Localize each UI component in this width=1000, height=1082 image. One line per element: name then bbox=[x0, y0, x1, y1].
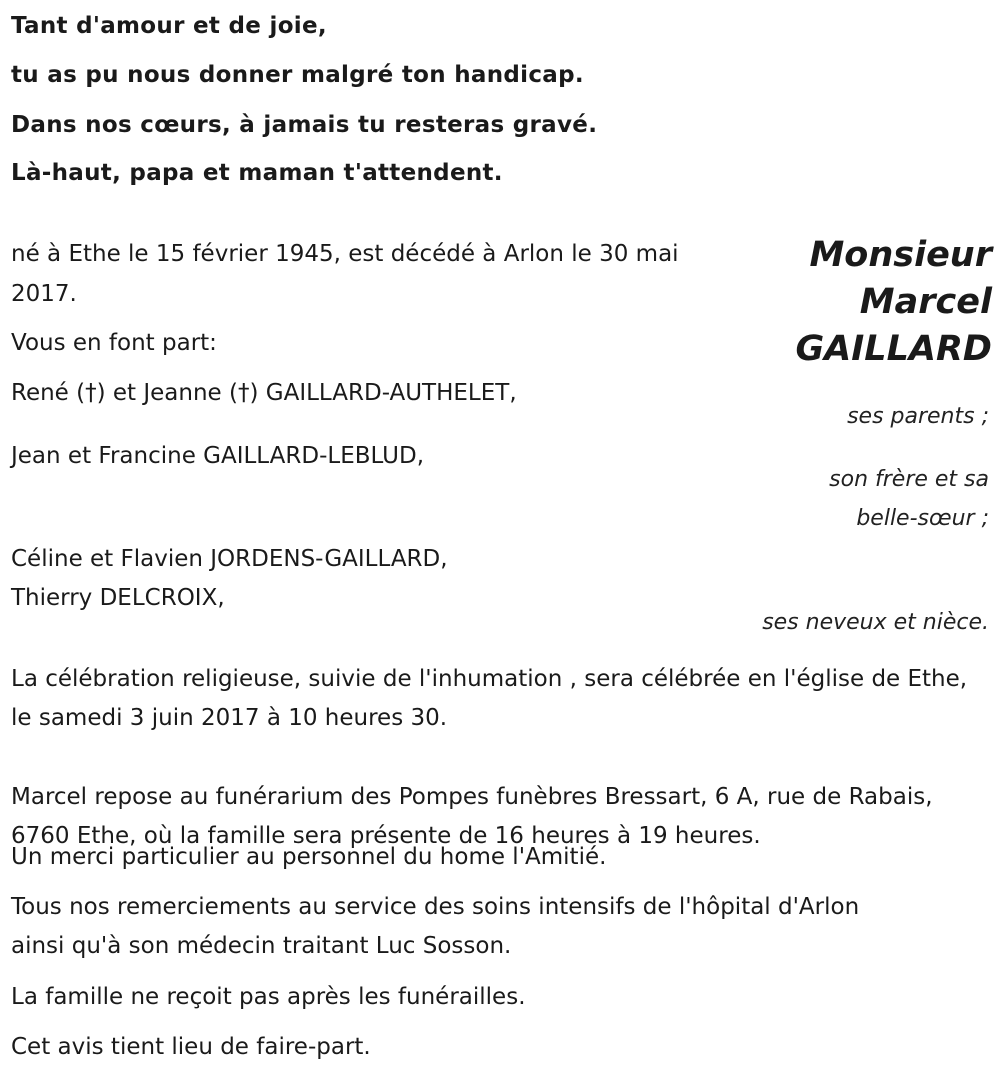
paragraph-no-reception: La famille ne reçoit pas après les funérailles. bbox=[11, 984, 526, 1010]
paragraph-thanks-home: Un merci particulier au personnel du home l'Amitié. bbox=[11, 844, 607, 870]
deceased-first-name: Marcel bbox=[859, 282, 992, 322]
relation-brother-line-1: son frère et sa bbox=[829, 467, 989, 492]
relation-nephews: ses neveux et nièce. bbox=[762, 610, 989, 635]
family-parents: René (†) et Jeanne (†) GAILLARD-AUTHELET, bbox=[11, 380, 517, 406]
birth-death-text: né à Ethe le 15 février 1945, est décédé à Arlon le 30 mai 2017. bbox=[11, 241, 679, 307]
paragraph-funerarium: Marcel repose au funérarium des Pompes funèbres Bressart, 6 A, rue de Rabais, 6760 Ethe, où la famille sera présente de 16 heures à 19 heures. bbox=[11, 784, 933, 849]
deceased-last-name: GAILLARD bbox=[795, 329, 992, 369]
family-nephews-line-1: Céline et Flavien JORDENS-GAILLARD, bbox=[11, 546, 448, 572]
family-brother: Jean et Francine GAILLARD-LEBLUD, bbox=[11, 443, 425, 469]
deceased-title: Monsieur bbox=[809, 235, 992, 275]
poem-line-3: Dans nos cœurs, à jamais tu resteras gravé. bbox=[11, 112, 598, 138]
poem-line-1: Tant d'amour et de joie, bbox=[11, 13, 327, 39]
poem-line-4: Là-haut, papa et maman t'attendent. bbox=[11, 160, 503, 186]
poem-line-2: tu as pu nous donner malgré ton handicap. bbox=[11, 62, 584, 88]
paragraph-thanks-hospital: Tous nos remerciements au service des soins intensifs de l'hôpital d'Arlon ainsi qu'à son médecin traitant Luc Sosson. bbox=[11, 894, 860, 959]
announcers-intro: Vous en font part: bbox=[11, 330, 217, 356]
deceased-name bbox=[752, 232, 992, 373]
paragraph-notice: Cet avis tient lieu de faire-part. bbox=[11, 1034, 371, 1060]
relation-parents: ses parents ; bbox=[847, 404, 989, 429]
relation-brother-line-2: belle-sœur ; bbox=[856, 506, 989, 531]
family-nephews-line-2: Thierry DELCROIX, bbox=[11, 585, 225, 611]
paragraph-ceremony: La célébration religieuse, suivie de l'inhumation , sera célébrée en l'église de Ethe, le samedi 3 juin 2017 à 10 heures 30. bbox=[11, 666, 968, 731]
